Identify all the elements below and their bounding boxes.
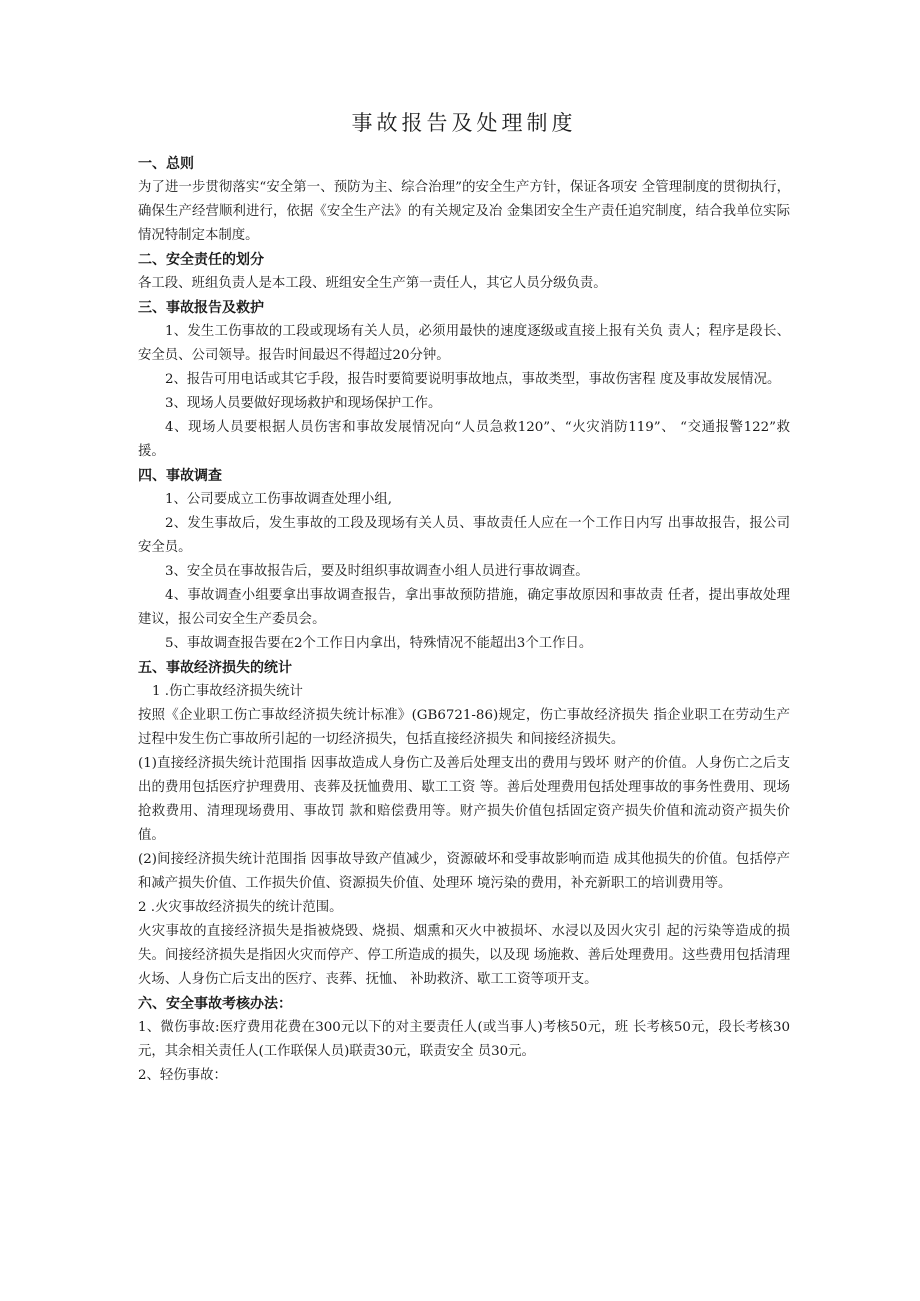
paragraph: 各工段、班组负责人是本工段、班组安全生产第一责任人，其它人员分级负责。 [138,276,607,291]
section-general [138,152,790,248]
list-item: 4、事故调查小组要拿出事故调查报告，拿出事故预防措施，确定事故原因和事故责 任者，提出事故处理建议，报公司安全生产委员会。 [138,588,790,627]
section-investigation [138,464,790,656]
page-title: 事故报告及处理制度 [351,111,577,135]
section-heading: 六、安全事故考核办法： [138,996,292,1012]
subheading: 2 .火灾事故经济损失的统计范围。 [138,900,343,915]
list-item: 2、报告可用电话或其它手段，报告时要简要说明事故地点，事故类型，事故伤害程 度及事故发展情况。 [165,372,781,387]
list-item: 1、发生工伤事故的工段或现场有关人员，必须用最快的速度逐级或直接上报有关负 责人；程序是段长、安全员、公司领导。报告时间最迟不得超过20分钟。 [138,324,790,363]
paragraph: 2、轻伤事故： [138,1068,227,1083]
list-item: 2、发生事故后，发生事故的工段及现场有关人员、事故责任人应在一个工作日内写 出事故报告，报公司安全员。 [138,516,790,555]
paragraph: 火灾事故的直接经济损失是指被烧毁、烧损、烟熏和灭火中被损坏、水浸以及因火灾引 起的污染等造成的损失。间接经济损失是指因火灾而停产、停工所造成的损失，以及现 场施救、善后处理费用。这些费用包括清理火场、人身伤亡后支出的医疗、丧葬、抚恤、 补助救济、歇工工资等项开支。 [138,924,790,987]
list-item: 3、安全员在事故报告后，要及时组织事故调查小组人员进行事故调查。 [165,564,589,579]
paragraph: 1、微伤事故:医疗费用花费在300元以下的对主要责任人(或当事人)考核50元，班 长考核50元，段长考核30元，其余相关责任人(工作联保人员)联责30元，联责安全 员30元。 [138,1020,790,1059]
subheading: 1 .伤亡事故经济损失统计 [152,684,303,699]
paragraph: (2)间接经济损失统计范围指 因事故导致产值减少，资源破坏和受事故影响而造 成其他损失的价值。包括停产和减产损失价值、工作损失价值、资源损失价值、处理环 境污染的费用，补充新职工的培训费用等。 [138,852,790,891]
section-heading: 四、事故调查 [138,468,222,484]
paragraph: (1)直接经济损失统计范围指 因事故造成人身伤亡及善后处理支出的费用与毁坏 财产的价值。人身伤亡之后支出的费用包括医疗护理费用、丧葬及抚恤费用、歇工工资 等。善后处理费用包括处理事故的事务性费用、现场抢救费用、清理现场费用、事故罚 款和赔偿费用等。财产损失价值包括固定资产损失价值和流动资产损失价值。 [138,756,790,843]
section-assessment [138,992,790,1088]
list-item: 3、现场人员要做好现场救护和现场保护工作。 [165,396,442,411]
list-item: 1、公司要成立工伤事故调查处理小组, [165,492,393,507]
list-item: 5、事故调查报告要在2个工作日内拿出，特殊情况不能超出3个工作日。 [165,636,593,651]
section-heading: 一、总则 [138,156,194,172]
section-economic-loss [138,656,790,992]
list-item: 4、现场人员要根据人员伤害和事故发展情况向“人员急救120”、“火灾消防119”、 “交通报警122”救援。 [138,420,790,459]
paragraph: 按照《企业职工伤亡事故经济损失统计标准》(GB6721-86)规定，伤亡事故经济损失 指企业职工在劳动生产过程中发生伤亡事故所引起的一切经济损失，包括直接经济损失 和间接经济损失。 [138,708,790,747]
section-heading: 二、安全责任的划分 [138,252,264,268]
document-page [138,108,790,1088]
section-heading: 五、事故经济损失的统计 [138,660,292,676]
paragraph: 为了进一步贯彻落实“安全第一、预防为主、综合治理”的安全生产方针，保证各项安 全管理制度的贯彻执行，确保生产经营顺利进行，依据《安全生产法》的有关规定及冶 金集团安全生产责任追究制度，结合我单位实际情况特制定本制度。 [138,180,790,243]
section-responsibility [138,248,790,296]
section-report-rescue [138,296,790,464]
section-heading: 三、事故报告及救护 [138,300,264,316]
